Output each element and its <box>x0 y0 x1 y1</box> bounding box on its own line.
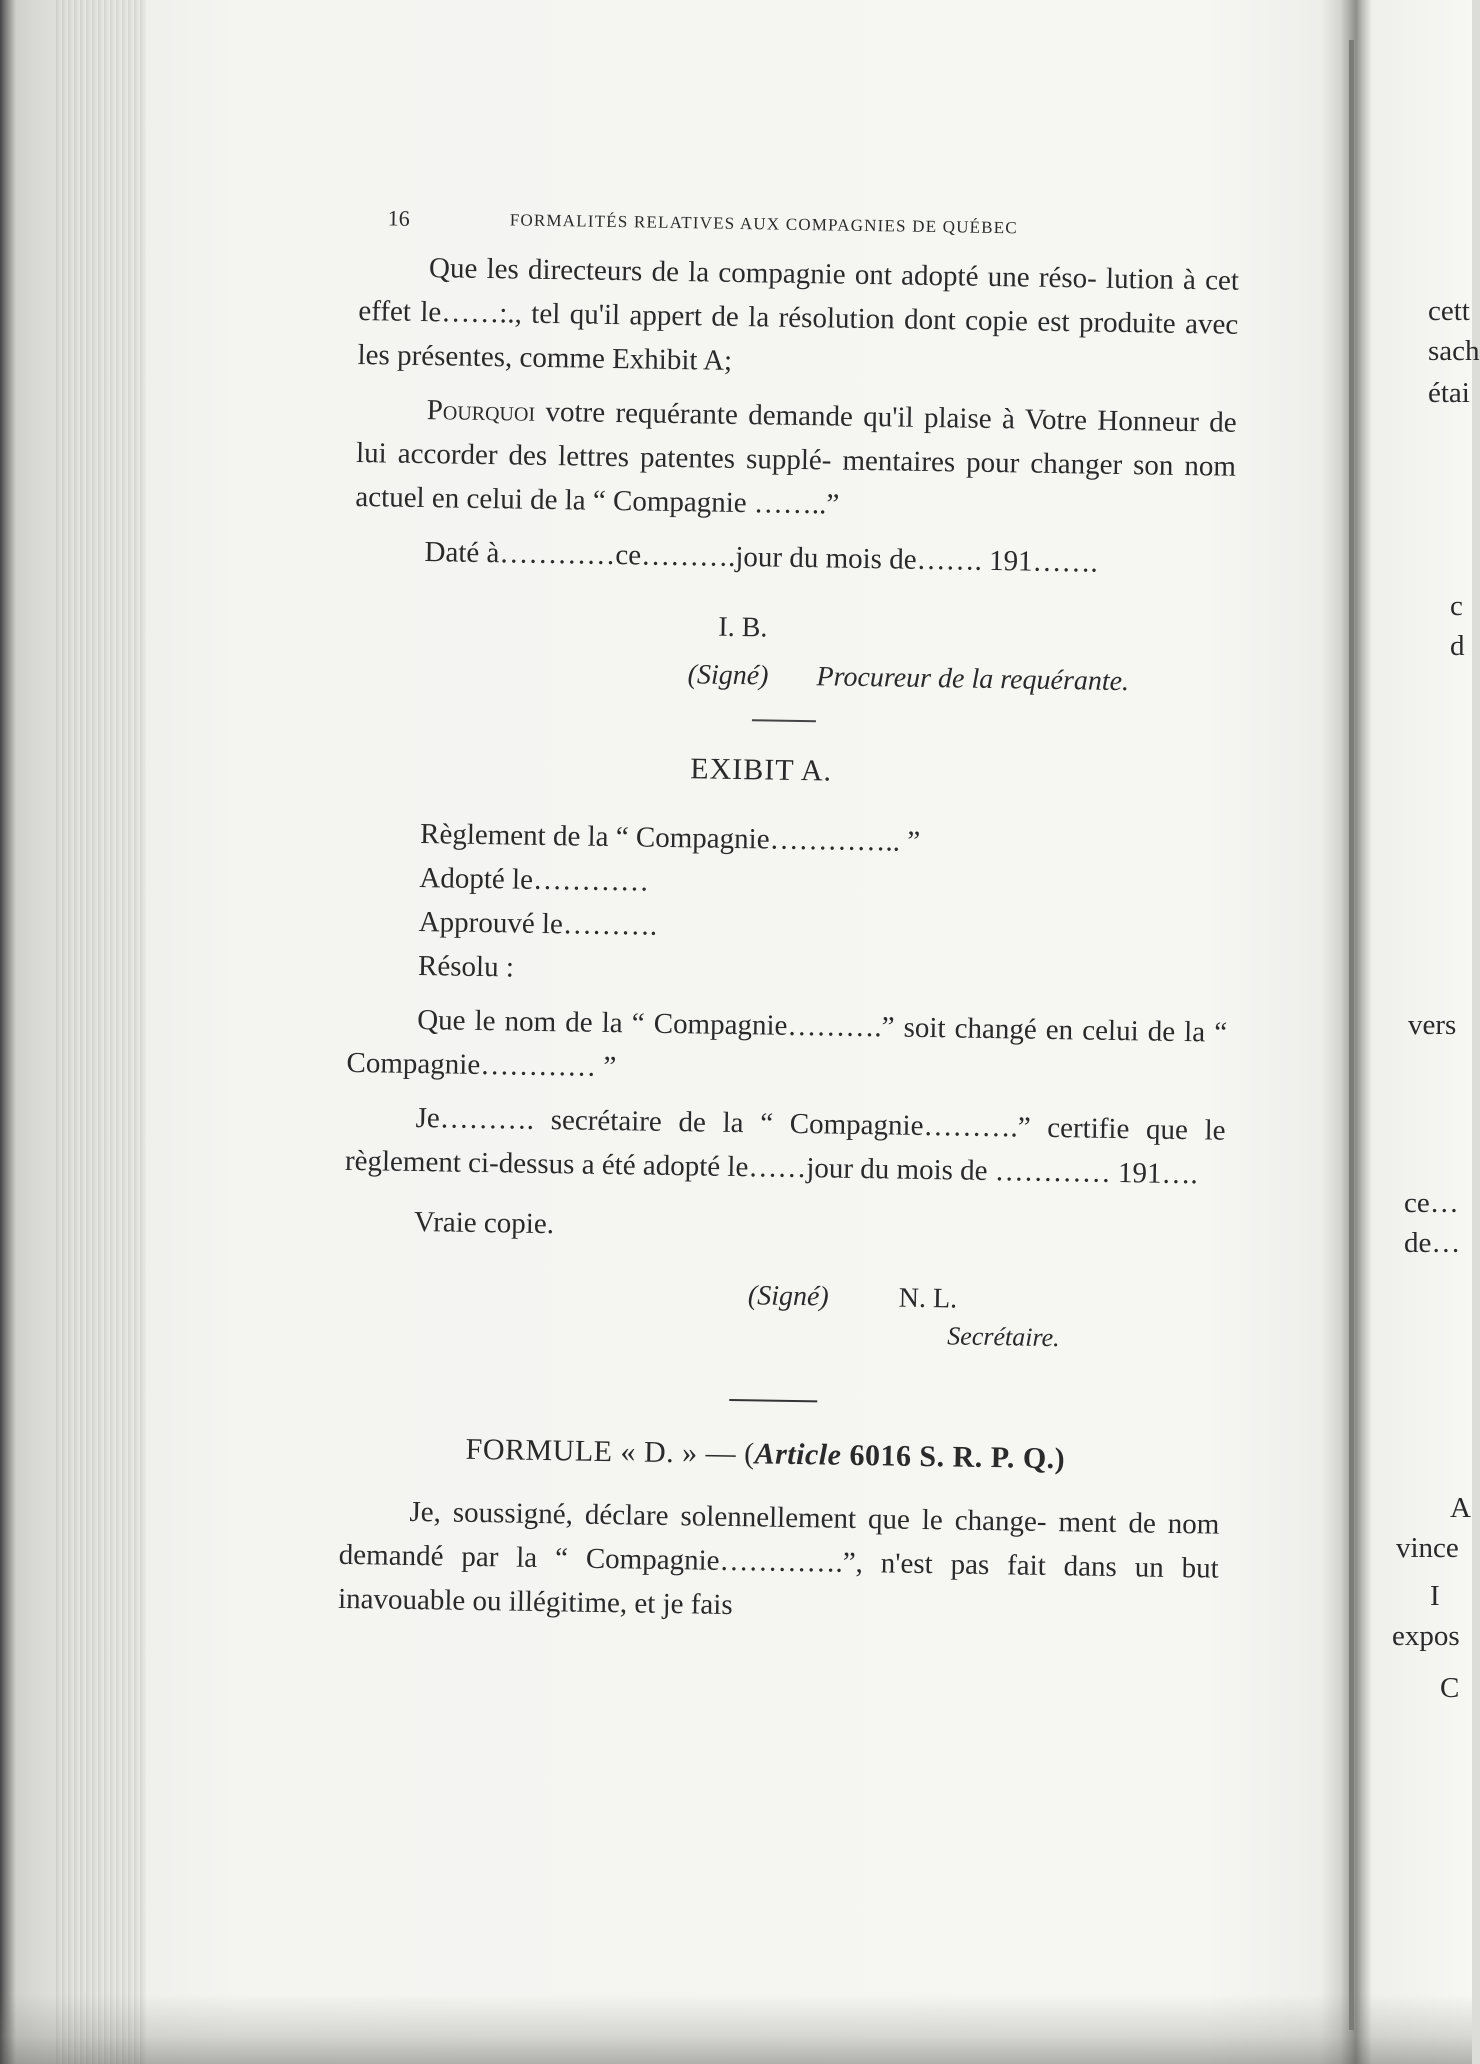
formule-divider <box>729 1398 817 1402</box>
bottom-shadow <box>0 1994 1472 2064</box>
facing-fragment: ce… <box>1404 1187 1459 1219</box>
signature-line <box>352 651 1232 703</box>
facing-fragment: C <box>1440 1672 1460 1704</box>
exhibit-signed-label: (Signé) <box>747 1279 830 1312</box>
exhibit-line-adopte: Adopté le………… <box>419 861 650 898</box>
petition-paragraph-1: Que les directeurs de la compagnie ont adopté une réso- lution à cet effet le……:., tel qu'il appert de la résolution dont copie est produite avec les présentes, comme Exhibit A; <box>357 252 1240 377</box>
signed-label: (Signé) <box>687 659 769 692</box>
facing-fragment: de… <box>1404 1227 1461 1259</box>
facing-fragment: expos <box>1392 1620 1460 1652</box>
facing-fragment: d <box>1450 630 1465 662</box>
formule-prefix: FORMULE « D. » — ( <box>465 1432 755 1471</box>
signature-initials: I. B. <box>718 611 768 644</box>
exhibit-title: EXIBIT A. <box>690 751 833 787</box>
petition-date-line: Daté à…………ce……….jour du mois de……. 191……. <box>424 536 1099 579</box>
formule-paragraph-1: Je, soussigné, déclare solennellement que le change- ment de nom demandé par la “ Compagnie………….”, n'est pas fait dans un but inavouable ou illégitime, et je fais <box>337 1495 1220 1622</box>
facing-fragment: A <box>1450 1492 1471 1524</box>
petition-paragraph-2 <box>355 387 1237 533</box>
exhibit-line-reglement: Règlement de la “ Compagnie………….. ” <box>419 817 921 858</box>
exhibit-paragraph-1: Que le nom de la “ Compagnie……….” soit changé en celui de la “ Compagnie………… ” <box>346 1003 1228 1083</box>
exhibit-line-approuve: Approuvé le………. <box>418 905 658 942</box>
facing-fragment: cett <box>1428 295 1470 327</box>
petition-paragraph-2-text: votre requérante demande qu'il plaise à Votre Honneur de lui accorder des lettres patentes supplé- mentaires pour changer son nom actuel en celui de la “ Compagnie ……..” <box>355 395 1237 521</box>
facing-fragment: sach <box>1428 335 1480 367</box>
book-gutter <box>1349 40 1354 2030</box>
pourquoi-lead: Pourquoi <box>426 394 536 428</box>
exhibit-signature-role: Secrétaire. <box>947 1320 1060 1352</box>
text-page <box>338 205 1240 1635</box>
signature-role: Procureur de la requérante. <box>816 661 1130 698</box>
formule-article: Article <box>754 1437 842 1472</box>
exhibit-paragraph-2: Je………. secrétaire de la “ Compagnie……….” certifie que le règlement ci-dessus a été adopté le……jour du mois de ………… 191…. <box>344 1101 1226 1190</box>
exhibit-header-lines <box>348 810 1231 1000</box>
facing-fragment: vince <box>1396 1532 1459 1564</box>
facing-page-fragments <box>1380 0 1480 2064</box>
facing-fragment: I <box>1430 1580 1440 1612</box>
page-edges <box>56 0 146 2064</box>
exhibit-signature-initials: N. L. <box>898 1282 958 1315</box>
formule-title <box>340 1431 1220 1479</box>
exhibit-paragraph-3: Vraie copie. <box>413 1205 555 1240</box>
exhibit-line-resolu: Résolu : <box>417 949 515 984</box>
formule-ref: 6016 S. R. P. Q.) <box>841 1438 1066 1476</box>
facing-fragment: étai <box>1428 377 1470 409</box>
facing-fragment: c <box>1450 590 1463 622</box>
running-head-title: FORMALITÉS RELATIVES AUX COMPAGNIES DE QUÉBEC <box>509 210 1019 238</box>
facing-fragment: vers <box>1408 1009 1457 1041</box>
page-number: 16 <box>387 205 410 231</box>
section-divider <box>752 719 816 722</box>
book-binding-shadow <box>0 0 16 2064</box>
